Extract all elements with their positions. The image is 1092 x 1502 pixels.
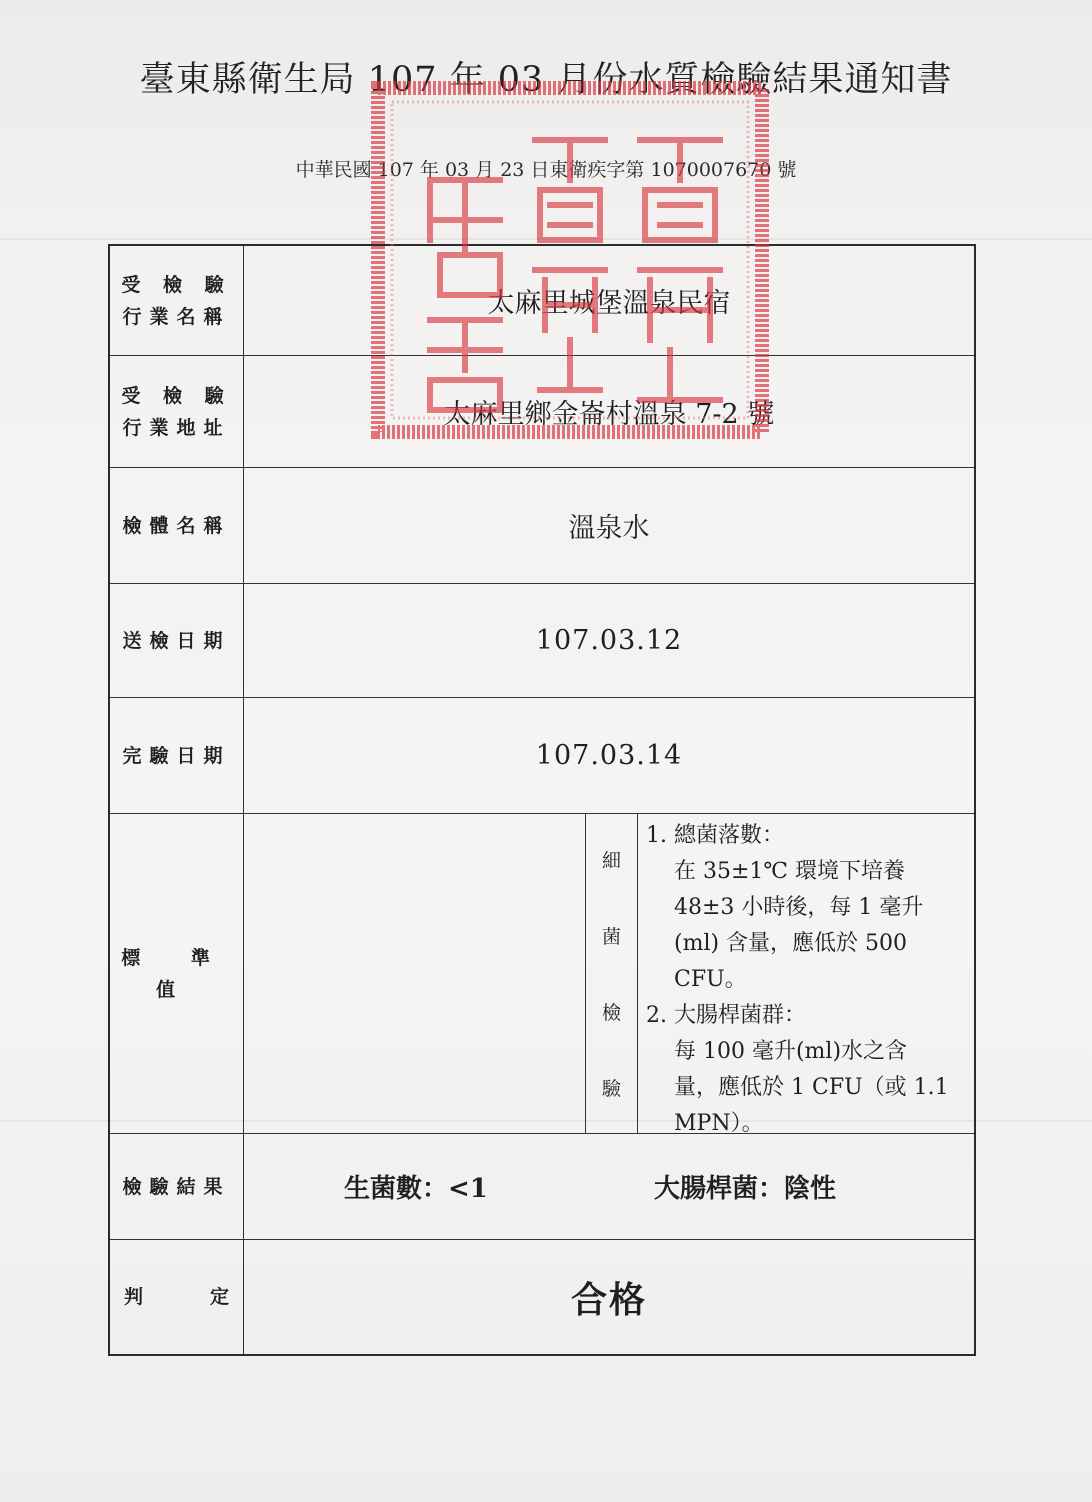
label-specimen: 檢體名稱 [110,468,244,583]
label-judgement [110,1240,244,1354]
row-submit-date [110,584,974,698]
row-result [110,1134,974,1240]
value-judgement: 合格 [570,1278,647,1321]
label-standard: 標 準 值 [110,814,244,1133]
label-address [110,356,244,467]
label-complete-date: 完驗日期 [110,698,244,813]
row-judgement [110,1240,974,1354]
label-submit-date: 送檢日期 [110,584,244,697]
label-line: 行業地址 [122,416,231,439]
label-line: 行業名稱 [122,305,231,328]
label-business-name [110,246,244,355]
value-complete-date: 107.03.14 [535,740,683,771]
value-result [244,1134,974,1239]
standard-line: 量，應低於 1 CFU（或 1.1 [674,1075,949,1100]
document-number: 中華民國 107 年 03 月 23 日東衛疾字第 1070007670 號 [295,159,797,181]
row-complete-date [110,698,974,814]
value-submit-date: 107.03.12 [535,625,683,656]
standard-text [646,818,968,1142]
standard-line: (ml) 含量，應低於 500 [674,931,908,956]
result-bacteria-count: 生菌數：<1 [344,1174,488,1204]
row-specimen [110,468,974,584]
standard-line: 2. 大腸桿菌群： [646,1003,806,1028]
value-specimen: 溫泉水 [568,513,650,544]
side-char: 菌 [601,926,621,949]
paper-fold [0,238,1092,240]
bacteria-test-side-label [586,814,638,1133]
row-address [110,356,974,468]
row-standard [110,814,974,1134]
standard-line: 每 100 毫升(ml)水之含 [674,1039,908,1064]
standard-blank-cell [244,814,586,1133]
result-coliform: 大腸桿菌：陰性 [654,1174,837,1204]
side-char: 檢 [601,1001,621,1024]
label-char: 定 [209,1286,229,1308]
standard-line: 在 35±1℃ 環境下培養 [674,859,906,884]
row-business-name [110,246,974,356]
standard-line: CFU。 [674,967,747,992]
results-table [108,244,976,1356]
side-char: 驗 [601,1077,621,1100]
label-line: 受 檢 驗 [121,273,232,296]
value-business-name: 太麻里城堡溫泉民宿 [487,288,731,319]
value-address: 太麻里鄉金崙村溫泉 7-2 號 [443,399,775,430]
label-result: 檢驗結果 [110,1134,244,1239]
label-char: 判 [124,1286,144,1308]
standard-line: 1. 總菌落數： [646,823,784,848]
side-char: 細 [601,850,621,873]
standard-line: MPN）。 [674,1111,764,1136]
standard-line: 48±3 小時後，每 1 毫升 [674,895,924,920]
document-title: 臺東縣衛生局 107 年 03 月份水質檢驗結果通知書 [139,60,953,100]
label-line: 受 檢 驗 [121,384,232,407]
